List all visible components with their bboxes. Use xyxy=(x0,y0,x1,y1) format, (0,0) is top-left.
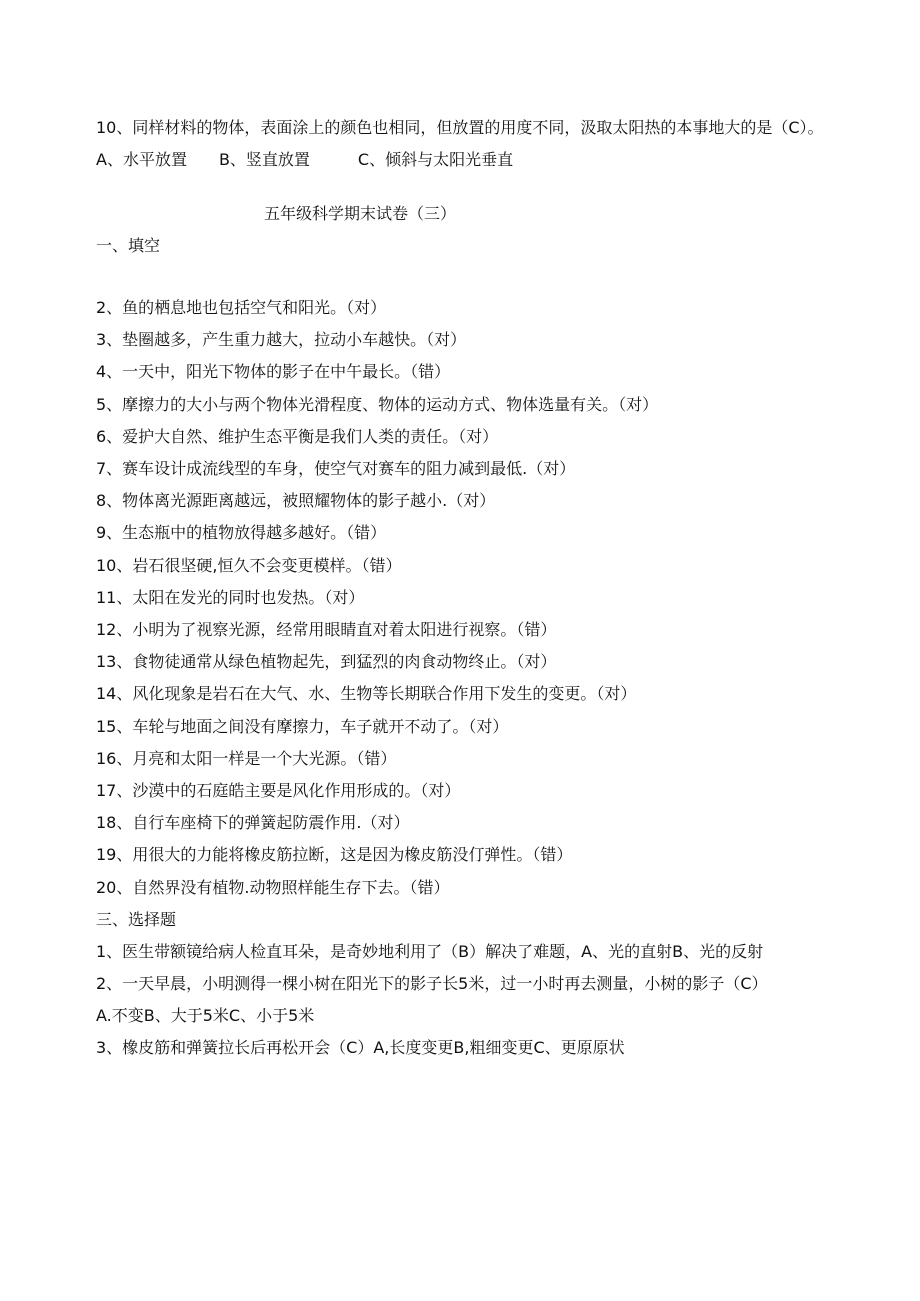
judgment-item: 19、用很大的力能将橡皮筋拉断，这是因为橡皮筋没仃弹性。（错） xyxy=(96,845,573,865)
judgment-item: 7、赛车设计成流线型的车身，使空气对赛车的阻力减到最低.（对） xyxy=(96,459,576,479)
judgment-item: 10、岩石很坚硬,恒久不会变更模样。（错） xyxy=(96,555,402,575)
judgment-item: 12、小明为了视察光源，经常用眼睛直对着太阳进行视察。（错） xyxy=(96,620,557,640)
judgment-item: 11、太阳在发光的同时也发热。（对） xyxy=(96,587,365,607)
judgment-item: 8、物体离光源距离越远，被照耀物体的影子越小.（对） xyxy=(96,491,496,511)
judgment-item: 4、一天中，阳光下物体的影子在中午最长。（错） xyxy=(96,362,451,382)
judgment-item: 14、风化现象是岩石在大气、水、生物等长期联合作用下发生的变更。（对） xyxy=(96,684,637,704)
choice-item: 1、医生带额镜给病人检直耳朵，是奇妙地利用了（B）解决了难题，A、光的直射B、光的反射 xyxy=(96,941,764,961)
question-10-options: A、水平放置 B、竖直放置 C、倾斜与太阳光垂直 xyxy=(96,150,514,169)
document-page xyxy=(96,112,826,1064)
judgment-list xyxy=(96,292,826,904)
question-10-prev: 10、同样材料的物体，表面涂上的颜色也相同，但放置的用度不同，汲取太阳热的本事地大的是（C）。 xyxy=(96,118,824,137)
judgment-item: 3、垫圈越多，产生重力越大，拉动小车越快。（对） xyxy=(96,330,467,350)
judgment-item: 16、月亮和太阳一样是一个大光源。（错） xyxy=(96,748,397,768)
judgment-item: 20、自然界没有植物.动物照样能生存下去。（错） xyxy=(96,877,450,897)
judgment-item: 6、爱护大自然、维护生态平衡是我们人类的责任。（对） xyxy=(96,426,499,446)
choice-options: A.不变B、大于5米C、小于5米 xyxy=(96,1005,315,1025)
choice-item: 2、一天早晨，小明测得一棵小树在阳光下的影子长5米，过一小时再去测量，小树的影子（C） xyxy=(96,973,768,993)
judgment-item: 5、摩擦力的大小与两个物体光滑程度、物体的运动方式、物体选量有关。（对） xyxy=(96,394,659,414)
section-3-heading: 三、选择题 xyxy=(96,909,177,929)
choice-list xyxy=(96,936,826,1064)
judgment-item: 17、沙漠中的石庭皓主要是风化作用形成的。（对） xyxy=(96,781,461,801)
judgment-item: 9、生态瓶中的植物放得越多越好。（错） xyxy=(96,523,387,543)
exam-title: 五年级科学期末试卷（三） xyxy=(264,204,457,223)
judgment-item: 15、车轮与地面之间没有摩擦力，车子就开不动了。（对） xyxy=(96,716,509,736)
section-1-heading: 一、填空 xyxy=(96,236,161,255)
judgment-item: 2、鱼的栖息地也包括空气和阳光。（对） xyxy=(96,298,387,317)
judgment-item: 13、食物徒通常从绿色植物起先，到猛烈的肉食动物终止。（对） xyxy=(96,652,557,672)
blank-gap xyxy=(96,262,826,292)
judgment-item: 18、自行车座椅下的弹簧起防震作用.（对） xyxy=(96,813,410,833)
choice-item: 3、橡皮筋和弹簧拉长后再松开会（C）A,长度变更B,粗细变更C、更原原状 xyxy=(96,1037,625,1057)
